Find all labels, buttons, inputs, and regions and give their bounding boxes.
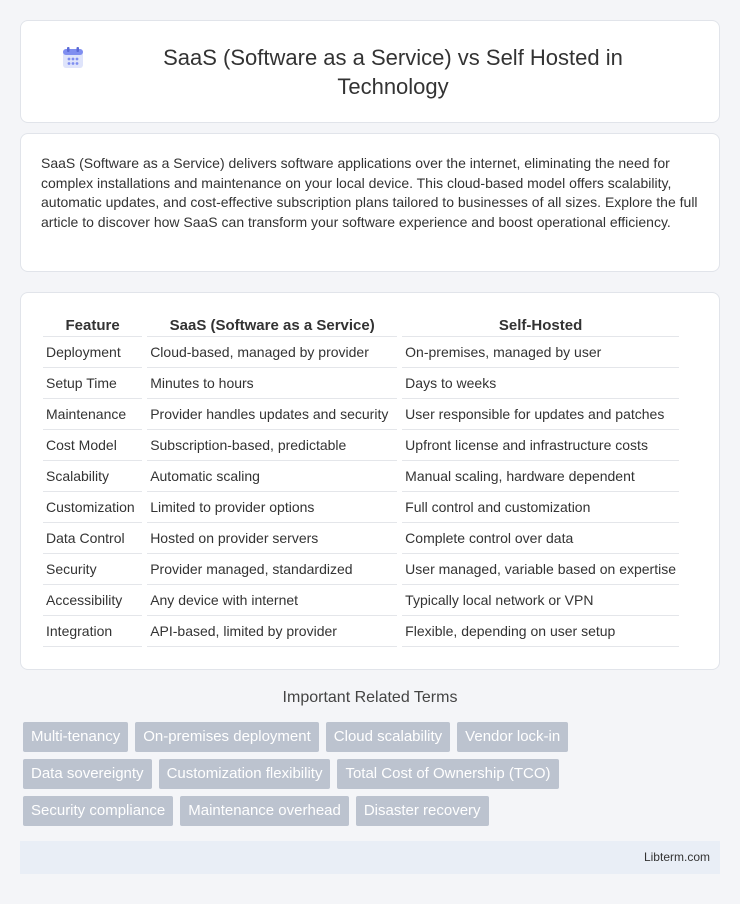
table-row bbox=[43, 523, 679, 554]
intro-text: SaaS (Software as a Service) delivers software applications over the internet, eliminating the need for complex installations and maintenance on your local device. This cloud-based model offers scalability, automatic updates, and cost-effective subscription plans tailored to businesses of all sizes. Explore the full article to discover how SaaS can transform your software experience and boost operational efficiency. bbox=[41, 155, 698, 230]
table-cell: Accessibility bbox=[43, 585, 142, 616]
table-cell: Minutes to hours bbox=[147, 368, 397, 399]
table-cell: Days to weeks bbox=[402, 368, 679, 399]
related-terms-title: Important Related Terms bbox=[282, 689, 458, 706]
table-cell: Maintenance bbox=[43, 399, 142, 430]
table-cell: User responsible for updates and patches bbox=[402, 399, 679, 430]
page-title: SaaS (Software as a Service) vs Self Hosted in Technology bbox=[163, 44, 623, 99]
table-cell: Provider managed, standardized bbox=[147, 554, 397, 585]
header-saas: SaaS (Software as a Service) bbox=[147, 315, 397, 337]
table-cell: Setup Time bbox=[43, 368, 142, 399]
table-cell: Automatic scaling bbox=[147, 461, 397, 492]
tag-multi-tenancy[interactable]: Multi-tenancy bbox=[23, 722, 128, 752]
tag-maintenance-overhead[interactable]: Maintenance overhead bbox=[180, 796, 349, 826]
table-row bbox=[43, 554, 679, 585]
tag-row bbox=[23, 722, 723, 752]
table-cell: Typically local network or VPN bbox=[402, 585, 679, 616]
table-cell: Data Control bbox=[43, 523, 142, 554]
header-feature: Feature bbox=[43, 315, 142, 337]
table-cell: Any device with internet bbox=[147, 585, 397, 616]
table-row bbox=[43, 461, 679, 492]
table-cell: Manual scaling, hardware dependent bbox=[402, 461, 679, 492]
tag-security-compliance[interactable]: Security compliance bbox=[23, 796, 173, 826]
table-cell: Deployment bbox=[43, 337, 142, 368]
footer bbox=[20, 841, 720, 874]
table-row bbox=[43, 616, 679, 647]
table-header-row bbox=[43, 315, 679, 337]
table-cell: Subscription-based, predictable bbox=[147, 430, 397, 461]
comparison-table bbox=[38, 315, 684, 647]
table-row bbox=[43, 585, 679, 616]
title-card bbox=[20, 20, 720, 123]
table-cell: Customization bbox=[43, 492, 142, 523]
table-row bbox=[43, 492, 679, 523]
tag-vendor-lock-in[interactable]: Vendor lock-in bbox=[457, 722, 568, 752]
related-terms-tags bbox=[23, 722, 723, 833]
table-row bbox=[43, 368, 679, 399]
table-row bbox=[43, 430, 679, 461]
intro-card bbox=[20, 133, 720, 272]
table-row bbox=[43, 399, 679, 430]
table-cell: On-premises, managed by user bbox=[402, 337, 679, 368]
table-cell: Full control and customization bbox=[402, 492, 679, 523]
tag-customization-flexibility[interactable]: Customization flexibility bbox=[159, 759, 331, 789]
table-cell: Upfront license and infrastructure costs bbox=[402, 430, 679, 461]
table-cell: Integration bbox=[43, 616, 142, 647]
table-cell: Complete control over data bbox=[402, 523, 679, 554]
tag-row bbox=[23, 759, 723, 789]
footer-brand-link[interactable]: Libterm.com bbox=[643, 850, 710, 864]
table-cell: Flexible, depending on user setup bbox=[402, 616, 679, 647]
table-cell: Cloud-based, managed by provider bbox=[147, 337, 397, 368]
table-cell: User managed, variable based on expertise bbox=[402, 554, 679, 585]
header-self-hosted: Self-Hosted bbox=[402, 315, 679, 337]
tag-on-premises-deployment[interactable]: On-premises deployment bbox=[135, 722, 319, 752]
table-cell: Limited to provider options bbox=[147, 492, 397, 523]
table-cell: Cost Model bbox=[43, 430, 142, 461]
calendar-icon bbox=[61, 46, 85, 70]
tag-disaster-recovery[interactable]: Disaster recovery bbox=[356, 796, 489, 826]
table-cell: API-based, limited by provider bbox=[147, 616, 397, 647]
tag-total-cost-of-ownership[interactable]: Total Cost of Ownership (TCO) bbox=[337, 759, 558, 789]
table-cell: Security bbox=[43, 554, 142, 585]
table-cell: Scalability bbox=[43, 461, 142, 492]
tag-cloud-scalability[interactable]: Cloud scalability bbox=[326, 722, 450, 752]
table-row bbox=[43, 337, 679, 368]
tag-row bbox=[23, 796, 723, 826]
table-cell: Provider handles updates and security bbox=[147, 399, 397, 430]
comparison-table-card bbox=[20, 292, 720, 670]
table-cell: Hosted on provider servers bbox=[147, 523, 397, 554]
title-wrap bbox=[21, 43, 719, 101]
tag-data-sovereignty[interactable]: Data sovereignty bbox=[23, 759, 152, 789]
